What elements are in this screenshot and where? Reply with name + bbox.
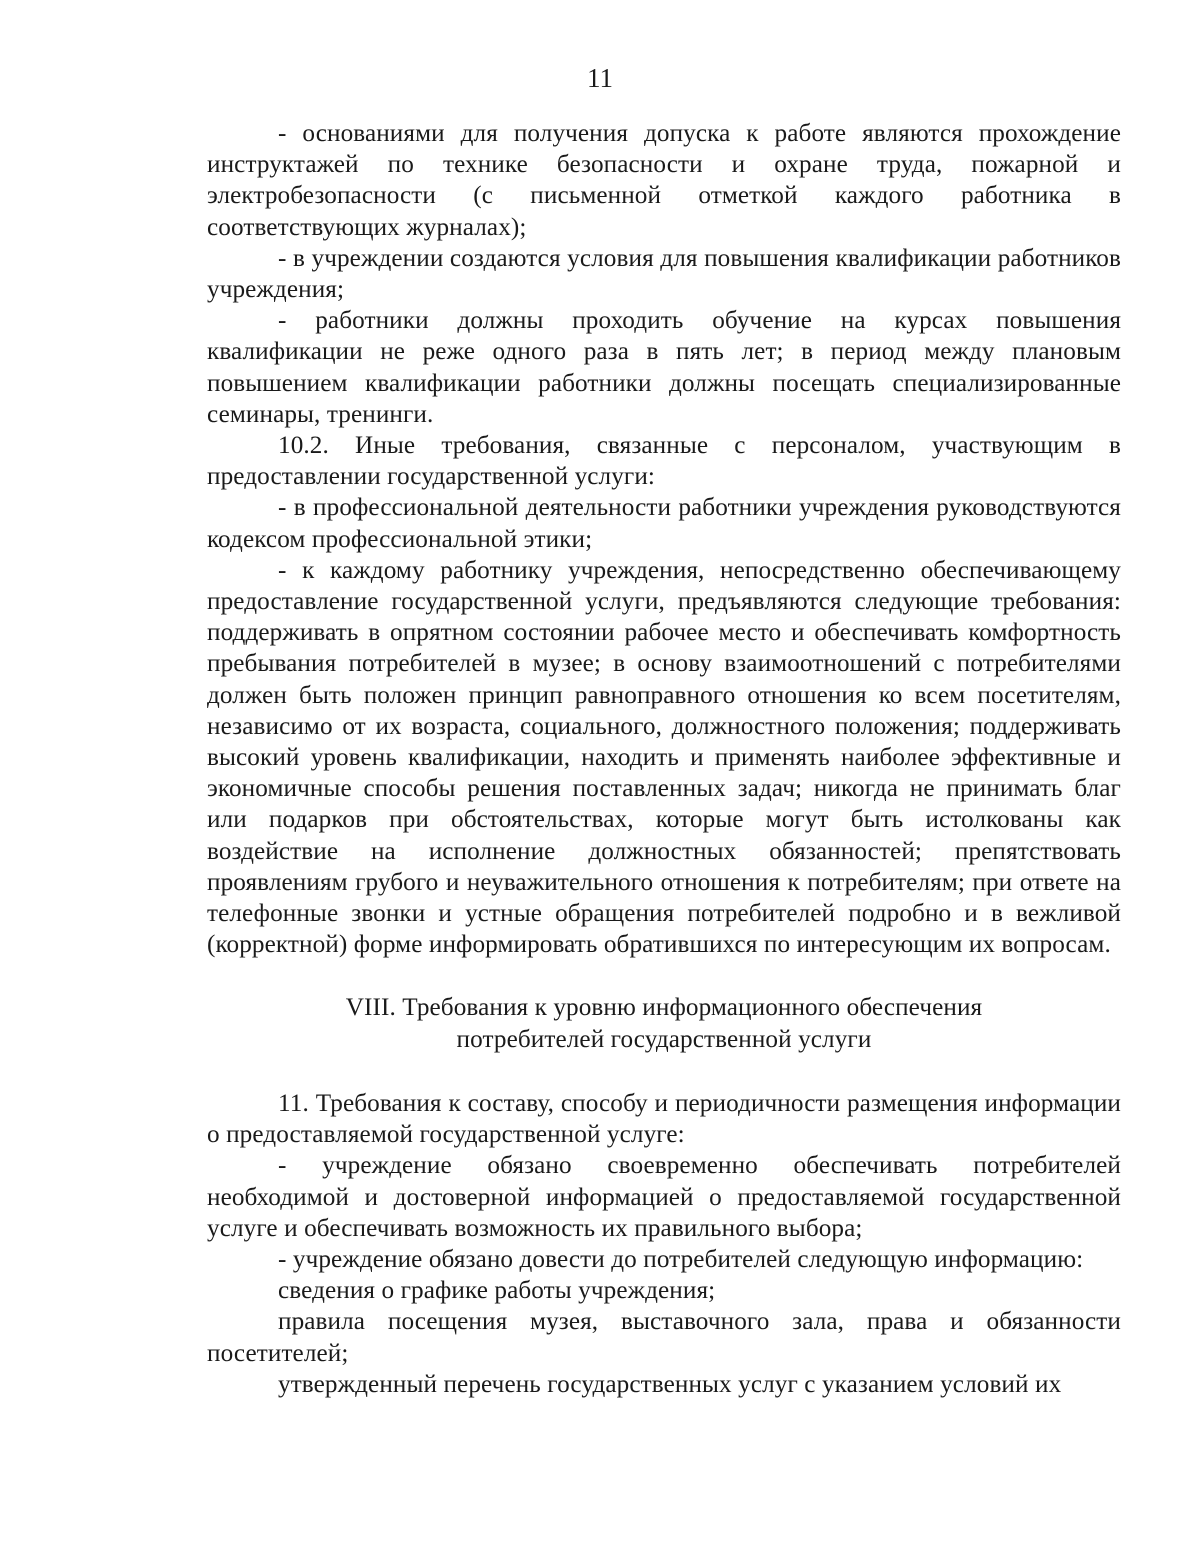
paragraph: утвержденный перечень государственных услуг с указанием условий их <box>278 1370 1062 1398</box>
paragraph: - учреждение обязано своевременно обеспечивать потребителей необходимой и достоверной информацией о предоставляемой государственной услуге и обеспечивать возможность их правильного выбора; <box>207 1152 1121 1242</box>
paragraph: сведения о графике работы учреждения; <box>278 1277 716 1305</box>
document-body <box>207 118 1121 1400</box>
paragraph: 10.2. Иные требования, связанные с персоналом, участвующим в предоставлении государственной услуги: <box>207 432 1121 491</box>
page-number: 11 <box>587 63 613 93</box>
paragraph: правила посещения музея, выставочного зала, права и обязанности посетителей; <box>207 1308 1121 1367</box>
paragraph: - основаниями для получения допуска к работе являются прохождение инструктажей по технике безопасности и охране труда, пожарной и электробезопасности (с письменной отметкой каждого работника в соответствующих журналах); <box>207 120 1121 241</box>
paragraph: 11. Требования к составу, способу и периодичности размещения информации о предоставляемой государственной услуге: <box>207 1089 1121 1149</box>
section-heading-line: потребителей государственной услуги <box>456 1025 872 1053</box>
paragraph: - учреждение обязано довести до потребителей следующую информацию: <box>278 1245 1084 1273</box>
paragraph: - к каждому работнику учреждения, непосредственно обеспечивающему предоставление государственной услуги, предъявляются следующие требования: поддерживать в опрятном состоянии рабочее место и обеспечивать комфортность пребывания потребителей в музее; в основу взаимоотношений с потребителями должен быть положен принцип равноправного отношения ко всем посетителям, независимо от их возраста, социального, должностного положения; поддерживать высокий уровень квалификации, находить и применять наиболее эффективные и экономичные способы решения поставленных задач; никогда не принимать благ или подарков при обстоятельствах, которые могут быть истолкованы как воздействие на исполнение должностных обязанностей; препятствовать проявлениям грубого и неуважительного отношения к потребителям; при ответе на телефонные звонки и устные обращения потребителей подробно и в вежливой (корректной) форме информировать обратившихся по интересующим их вопросам. <box>207 556 1121 959</box>
section-heading-line: VIII. Требования к уровню информационного обеспечения <box>345 994 983 1022</box>
paragraph: - работники должны проходить обучение на курсах повышения квалификации не реже одного раза в пять лет; в период между плановым повышением квалификации работники должны посещать специализированные семинары, тренинги. <box>207 307 1121 428</box>
section-heading <box>207 992 1121 1054</box>
paragraph: - в учреждении создаются условия для повышения квалификации работников учреждения; <box>207 244 1121 304</box>
paragraph: - в профессиональной деятельности работники учреждения руководствуются кодексом профессиональной этики; <box>207 494 1121 553</box>
